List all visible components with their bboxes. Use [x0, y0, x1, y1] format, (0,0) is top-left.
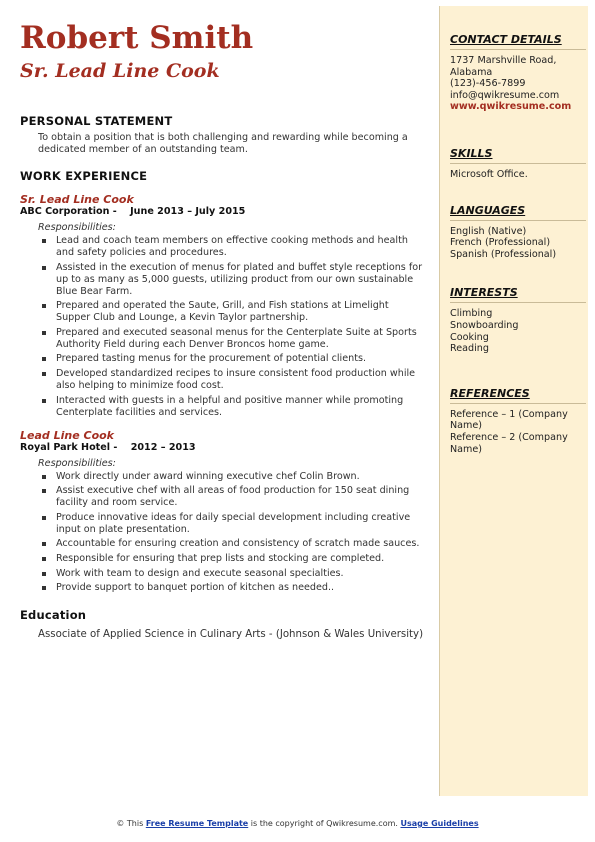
list-item: Accountable for ensuring creation and consistency of scratch made sauces.: [56, 538, 425, 550]
education-text: Associate of Applied Science in Culinary Arts - (Johnson & Wales University): [38, 629, 424, 641]
list-item: Assisted in the execution of menus for plated and buffet style receptions for up to as many as 5,000 guests, utilizing product from our own sustainable Blue Bear Farm.: [56, 262, 425, 298]
skills-text: Microsoft Office.: [450, 168, 528, 180]
references-heading: REFERENCES: [450, 386, 530, 400]
divider: [450, 49, 586, 50]
language-item: French (Professional): [450, 237, 551, 249]
contact-address: 1737 Marshville Road, Alabama: [450, 55, 557, 78]
contact-website[interactable]: www.qwikresume.com: [450, 101, 572, 113]
job-company-line: [20, 206, 425, 217]
list-item: Responsible for ensuring that prep lists and stocking are completed.: [56, 553, 425, 565]
language-item: English (Native): [450, 225, 527, 237]
interest-item: Reading: [450, 343, 489, 355]
list-item: Produce innovative ideas for daily special development including creative input on plate presentation.: [56, 512, 425, 536]
job-entry: [20, 193, 425, 419]
job-title: Lead Line Cook: [20, 428, 114, 442]
responsibilities-list: [20, 235, 425, 419]
divider: [450, 163, 586, 164]
list-item: Work with team to design and execute seasonal specialties.: [56, 568, 425, 580]
job-company: Royal Park Hotel -: [20, 441, 118, 453]
main-column: [20, 20, 425, 641]
contact-phone: (123)-456-7899: [450, 78, 526, 90]
education-heading: Education: [20, 608, 87, 623]
footer: [0, 819, 595, 828]
skills-heading: SKILLS: [450, 146, 493, 160]
job-title: Sr. Lead Line Cook: [20, 193, 134, 206]
interest-item: Snowboarding: [450, 319, 519, 331]
list-item: Assist executive chef with all areas of food production for 150 seat dining facility and room service.: [56, 485, 425, 509]
list-item: Lead and coach team members on effective cooking methods and health and safety policies and procedures.: [56, 235, 425, 259]
contact-email[interactable]: info@qwikresume.com: [450, 89, 560, 101]
footer-prefix: © This: [116, 819, 144, 828]
list-item: Provide support to banquet portion of kitchen as needed..: [56, 582, 425, 594]
divider: [450, 403, 586, 404]
list-item: Interacted with guests in a helpful and positive manner while promoting Centerplate facilities and services.: [56, 395, 425, 419]
list-item: Prepared and operated the Saute, Grill, and Fish stations at Limelight Supper Club and Lounge, a Kevin Taylor partnership.: [56, 300, 425, 324]
footer-copyright: is the copyright of Qwikresume.com.: [250, 819, 398, 828]
job-company: ABC Corporation -: [20, 206, 117, 217]
interest-item: Climbing: [450, 308, 493, 320]
responsibilities-list: [20, 471, 425, 595]
language-item: Spanish (Professional): [450, 248, 557, 260]
list-item: Work directly under award winning executive chef Colin Brown.: [56, 471, 425, 483]
candidate-title: Sr. Lead Line Cook: [20, 60, 220, 82]
responsibilities-label: Responsibilities:: [38, 457, 116, 469]
usage-guidelines-link[interactable]: Usage Guidelines: [400, 819, 479, 828]
list-item: Prepared and executed seasonal menus for the Centerplate Suite at Sports Authority Field during each Denver Broncos home game.: [56, 327, 425, 351]
job-company-line: [20, 442, 425, 453]
responsibilities-label: Responsibilities:: [38, 222, 116, 233]
candidate-name: Robert Smith: [20, 20, 254, 56]
contact-heading: CONTACT DETAILS: [450, 33, 562, 46]
interests-heading: INTERESTS: [450, 286, 518, 300]
languages-heading: LANGUAGES: [450, 203, 526, 217]
reference-item: Reference – 1 (Company Name): [450, 408, 568, 432]
job-entry: [20, 429, 425, 595]
personal-statement-text: To obtain a position that is both challenging and rewarding while becoming a dedicated member of an outstanding team.: [38, 132, 408, 155]
interest-item: Cooking: [450, 331, 489, 343]
list-item: Prepared tasting menus for the procurement of potential clients.: [56, 353, 425, 365]
job-dates: 2012 – 2013: [130, 441, 196, 453]
divider: [450, 220, 586, 221]
list-item: Developed standardized recipes to insure consistent food production while also helping to minimize food cost.: [56, 368, 425, 392]
divider: [450, 302, 586, 303]
reference-item: Reference – 2 (Company Name): [450, 431, 568, 455]
free-resume-template-link[interactable]: Free Resume Template: [145, 819, 249, 828]
work-experience-heading: WORK EXPERIENCE: [20, 169, 148, 183]
personal-statement-heading: PERSONAL STATEMENT: [20, 114, 173, 128]
job-dates: June 2013 – July 2015: [130, 206, 246, 217]
sidebar: [439, 6, 588, 796]
